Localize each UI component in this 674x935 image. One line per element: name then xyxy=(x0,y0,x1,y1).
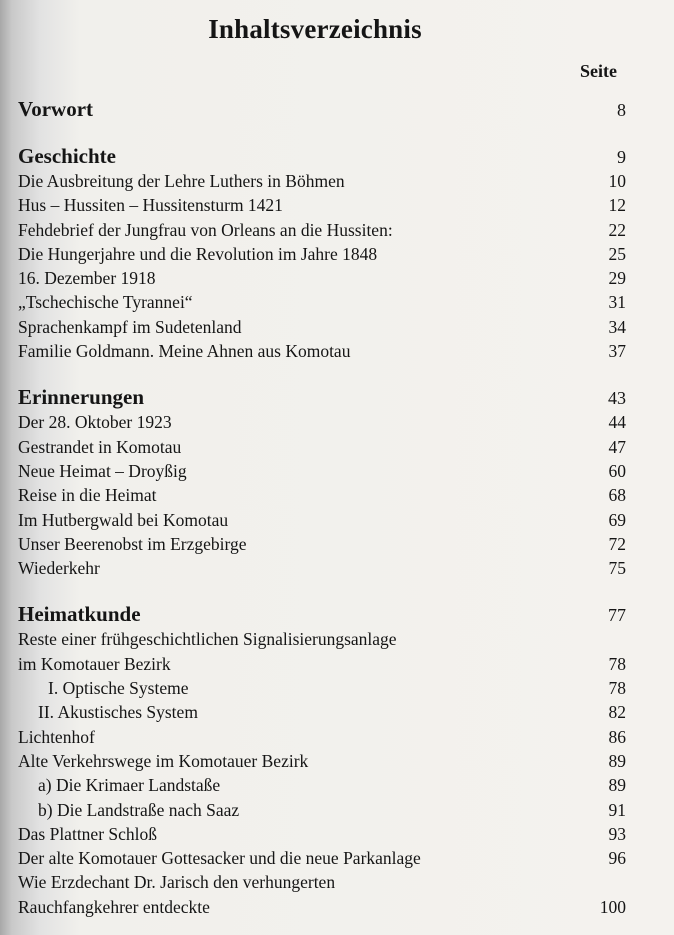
entry-title: 16. Dezember 1918 xyxy=(18,268,156,289)
page-number: 31 xyxy=(608,292,626,313)
page-number: 91 xyxy=(608,799,626,820)
entry-title: Im Hutbergwald bei Komotau xyxy=(18,509,229,530)
toc-entry xyxy=(18,749,626,773)
entry-title: Neue Heimat – Droyßig xyxy=(18,460,187,481)
entry-title: Wiederkehr xyxy=(18,558,100,579)
toc-entry xyxy=(18,822,626,846)
toc-entry xyxy=(18,459,626,483)
page-number: 10 xyxy=(608,171,626,191)
page-number: 34 xyxy=(608,316,626,337)
page-number: 60 xyxy=(608,460,626,481)
entry-title: Das Plattner Schloß xyxy=(18,823,158,844)
toc-entry xyxy=(18,556,626,580)
entry-title: Familie Goldmann. Meine Ahnen aus Komotau xyxy=(18,341,351,362)
section-title: Erinnerungen xyxy=(18,385,145,410)
page-number: 82 xyxy=(608,702,626,723)
entry-title: Rauchfangkehrer entdeckte xyxy=(18,896,210,917)
toc-subentry xyxy=(18,798,626,822)
toc-entry xyxy=(18,846,626,870)
toc-entry xyxy=(18,627,626,651)
table-of-contents xyxy=(18,96,626,919)
page-number: 44 xyxy=(608,412,626,433)
section-title: Heimatkunde xyxy=(18,602,141,627)
entry-title: Hus – Hussiten – Hussitensturm 1421 xyxy=(18,195,283,216)
toc-entry xyxy=(18,895,626,919)
page-number: 25 xyxy=(608,243,626,264)
page-number: 78 xyxy=(608,653,626,674)
toc-entry xyxy=(18,725,626,749)
page-number: 77 xyxy=(608,605,626,626)
toc-entry xyxy=(18,193,626,217)
entry-title: a) Die Krimaer Landstaße xyxy=(38,775,221,796)
page-number: 93 xyxy=(608,823,626,844)
toc-entry xyxy=(18,870,626,894)
entry-title: b) Die Landstraße nach Saaz xyxy=(38,799,240,820)
section-title: Geschichte xyxy=(18,144,116,168)
toc-section-vorwort xyxy=(18,96,626,122)
page-number: 89 xyxy=(608,775,626,796)
toc-entry xyxy=(18,315,626,339)
toc-entry xyxy=(18,435,626,459)
page-number: 72 xyxy=(608,533,626,554)
toc-section-heimatkunde xyxy=(18,601,626,627)
entry-title: Der alte Komotauer Gottesacker und die neue Parkanlage xyxy=(18,848,421,869)
entry-title: Wie Erzdechant Dr. Jarisch den verhungerten xyxy=(18,872,336,893)
toc-entry xyxy=(18,652,626,676)
toc-subentry xyxy=(18,676,626,700)
entry-title: Lichtenhof xyxy=(18,726,95,747)
page-number: 37 xyxy=(608,341,626,362)
entry-title: II. Akustisches System xyxy=(38,702,198,723)
section-title: Vorwort xyxy=(18,97,94,121)
page-title: Inhaltsverzeichnis xyxy=(208,14,422,44)
page-number: 9 xyxy=(617,147,626,167)
entry-title: Sprachenkampf im Sudetenland xyxy=(18,316,242,337)
page-number: 69 xyxy=(608,509,626,530)
entry-title: „Tschechische Tyrannei“ xyxy=(18,292,193,313)
page-number: 29 xyxy=(608,268,626,289)
page-column-header: Seite xyxy=(580,61,617,81)
toc-section-erinnerungen xyxy=(18,384,626,410)
page-number: 96 xyxy=(608,848,626,869)
page-number: 100 xyxy=(599,896,626,917)
toc-entry xyxy=(18,508,626,532)
entry-title: Reste einer frühgeschichtlichen Signalisierungsanlage xyxy=(18,629,397,650)
toc-entry xyxy=(18,532,626,556)
toc-entry xyxy=(18,290,626,314)
entry-title: Fehdebrief der Jungfrau von Orleans an die Hussiten: xyxy=(18,219,393,240)
toc-entry xyxy=(18,266,626,290)
toc-subentry xyxy=(18,700,626,724)
toc-entry xyxy=(18,218,626,242)
toc-entry xyxy=(18,483,626,507)
page-number: 78 xyxy=(608,678,626,699)
toc-entry xyxy=(18,410,626,434)
entry-title: Unser Beerenobst im Erzgebirge xyxy=(18,533,247,554)
entry-title: I. Optische Systeme xyxy=(48,678,189,699)
toc-entry xyxy=(18,339,626,363)
page-number: 89 xyxy=(608,750,626,771)
entry-title: Der 28. Oktober 1923 xyxy=(18,412,172,433)
entry-title: im Komotauer Bezirk xyxy=(18,653,171,674)
entry-title: Alte Verkehrswege im Komotauer Bezirk xyxy=(18,750,309,771)
page-number: 47 xyxy=(608,436,626,457)
toc-entry xyxy=(18,169,626,193)
page-number: 43 xyxy=(608,388,626,409)
toc-entry xyxy=(18,242,626,266)
entry-title: Gestrandet in Komotau xyxy=(18,436,182,457)
page-number: 68 xyxy=(608,485,626,506)
toc-subentry xyxy=(18,773,626,797)
page-number: 22 xyxy=(608,219,626,240)
entry-title: Reise in die Heimat xyxy=(18,485,157,506)
page-number: 8 xyxy=(617,100,626,120)
toc-section-geschichte xyxy=(18,143,626,169)
page-number: 75 xyxy=(608,558,626,579)
page-number: 12 xyxy=(608,195,626,216)
page-number: 86 xyxy=(608,726,626,747)
entry-title: Die Hungerjahre und die Revolution im Jahre 1848 xyxy=(18,243,378,264)
entry-title: Die Ausbreitung der Lehre Luthers in Böhmen xyxy=(18,171,345,191)
